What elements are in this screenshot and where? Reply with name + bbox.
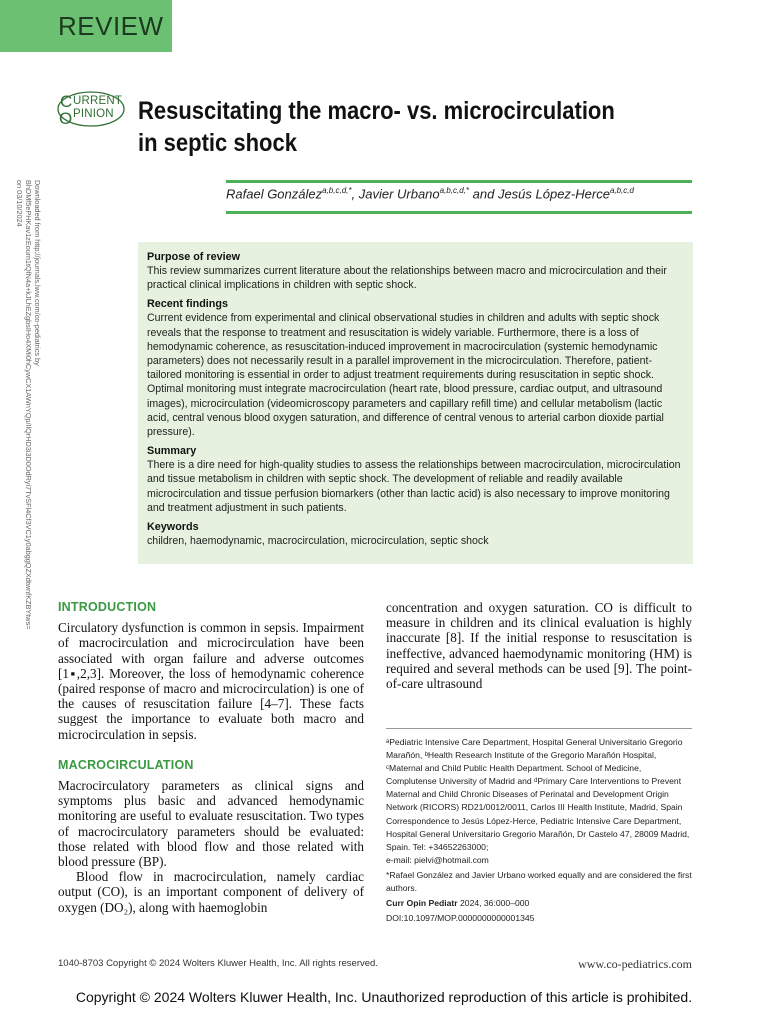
article-title: Resuscitating the macro- vs. microcirculation in septic shock [138,97,615,157]
journal-volume: 2024, 36:000–000 [457,897,530,908]
body-column-left [58,600,364,915]
logo-o-letter: O [59,109,73,128]
current-opinion-logo [56,90,126,126]
abstract-text: There is a dire need for high-quality studies to assess the relationships between macrocirculation, microcirculation and tissue metabolism in children with septic shock. The development of reliable and readily available microcirculation and tissue perfusion biomarkers (other than lactic acid) is also necessary to improve monitoring and treatment adjustment in such patients. [147,459,681,514]
macrocirculation-paragraph-1: Macrocirculatory parameters as clinical signs and symptoms plus basic and advanced hemodynamic monitoring are useful to evaluate resuscitation. Two types of macrocirculatory parameters should be evaluated: those related with blood flow and those related with blood pressure (BP). [58,778,364,870]
abstract-text: Current evidence from experimental and clinical observational studies in children and adults with septic shock reveals that the response to treatment and resuscitation is widely variable. Furthermore, there is a loss of hemodynamic coherence, as resuscitation-induced improvement in macrocirculation (systemic hemodynamic parameters) does not necessarily result in a parallel improvement in the microcirculation. Therefore, patient-tailored monitoring is essential in order to adjust treatment requirements during resuscitation in septic shock. Optimal monitoring must integrate macrocirculation (heart rate, blood pressure, cardiac output, and ultrasound images), microcirculation (videomicroscopy parameters and capillary refill time) and cellular metabolism (lactic acid, central venous blood oxygen saturation, and difference of central venous to arterial carbon dioxide partial pressure). [147,312,664,439]
journal-citation [386,897,692,910]
affiliation-text: ᵃPediatric Intensive Care Department, Hospital General Universitario Gregorio Marañón, ᵇHealth Research Institute of the Gregorio Marañón Hospital, ᶜMaternal and Child Public Health Department. School of Medicine, Complutense University of Madrid and ᵈPrimary Care Interventions to Prevent Maternal and Child Chronic Diseases of Perinatal and Development Origin Network (RICORS) RD21/0012/0011, Carlos III Health Institute, Madrid, Spain [386,737,683,812]
abstract-heading: Recent findings [147,298,228,311]
footer-copyright-line: 1040-8703 Copyright © 2024 Wolters Kluwer Health, Inc. All rights reserved. [58,958,378,969]
logo-c-letter: C [60,92,73,111]
author-affiliation-marks: a,b,c,d,* [322,186,352,195]
reproduction-notice: Copyright © 2024 Wolters Kluwer Health, Inc. Unauthorized reproduction of this article is prohibited. [75,989,693,1005]
download-note: Downloaded from http://journals.lww.com/co-pediatrics by BhDMf5ePHKav1zEoum1tQfN4a+kJLhEZgbsIHo4XMi0hCywCX1AWnYQp/IlQrHD3i3D0OdRyi7TvSFl4Cf3VC1y0abggQZXdtwnfKZBYtws= on 03/10/2024 [15,180,42,630]
abstract-text: children, haemodynamic, macrocirculation, microcirculation, septic shock [147,535,489,548]
introduction-heading: INTRODUCTION [58,600,157,614]
correspondence-text: Correspondence to Jesús López-Herce, Pediatric Intensive Care Department, Hospital General Universitario Gregorio Marañón, Dr Castelo 47, 28009 Madrid, Spain. Tel: +34652263000; [386,816,690,853]
journal-website-link[interactable]: www.co-pediatrics.com [578,957,692,971]
macrocirculation-heading: MACROCIRCULATION [58,757,194,772]
doi-text: DOI:10.1097/MOP.0000000000001345 [386,912,535,923]
author-list [226,186,692,201]
author-name: Javier Urbano [358,186,440,202]
email-text: e-mail: pielvi@hotmail.com [386,855,489,866]
author-name: Rafael González [226,186,323,202]
review-label: REVIEW [58,11,164,41]
introduction-paragraph: Circulatory dysfunction is common in sepsis. Impairment of macrocirculation and microcirculation have been associated with organ failure and adverse outcomes [1▪,2,3]. Moreover, the loss of hemodynamic coherence (paired response of macro and microcirculation) is one of the causes of resuscitation failure [4–7]. These facts suggest the importance to evaluate both macro and microcirculation in sepsis. [58,620,364,742]
logo-line-1: URRENT [73,95,123,107]
abstract-box [138,242,693,564]
author-separator: and [469,186,498,202]
abstract-heading: Keywords [147,521,199,534]
equal-contribution-note: *Rafael González and Javier Urbano worked equally and are considered the first authors. [386,870,692,893]
abstract-heading: Purpose of review [147,251,241,263]
body-column-right [386,600,692,691]
author-affiliation-marks: a,b,c,d,* [439,186,470,195]
author-affiliation-marks: a,b,c,d [609,186,634,195]
author-rule-bottom [226,211,692,214]
abstract-text: This review summarizes current literature about the relationships between macro and microcirculation and their practical clinical implications in children with septic shock. [147,265,667,292]
affiliations-block [386,728,692,927]
journal-name: Curr Opin Pediatr [386,897,458,908]
abstract-heading: Summary [147,445,197,458]
macrocirculation-paragraph-2: Blood flow in macrocirculation, namely cardiac output (CO), is an important component of delivery of oxygen (DO₂), along with haemoglobin [58,869,364,915]
author-rule-top [226,180,692,183]
review-banner [0,0,172,52]
continued-paragraph: concentration and oxygen saturation. CO is difficult to measure in children and its clinical evaluation is highly inaccurate [8]. If the initial response to resuscitation is ineffective, advanced haemodynamic monitoring (HM) is required and several methods can be used [9]. The point-of-care ultrasound [386,600,692,692]
logo-line-2: PINION [73,108,114,120]
author-name: Jesús López-Herce [497,186,610,202]
author-separator: , [351,186,359,202]
